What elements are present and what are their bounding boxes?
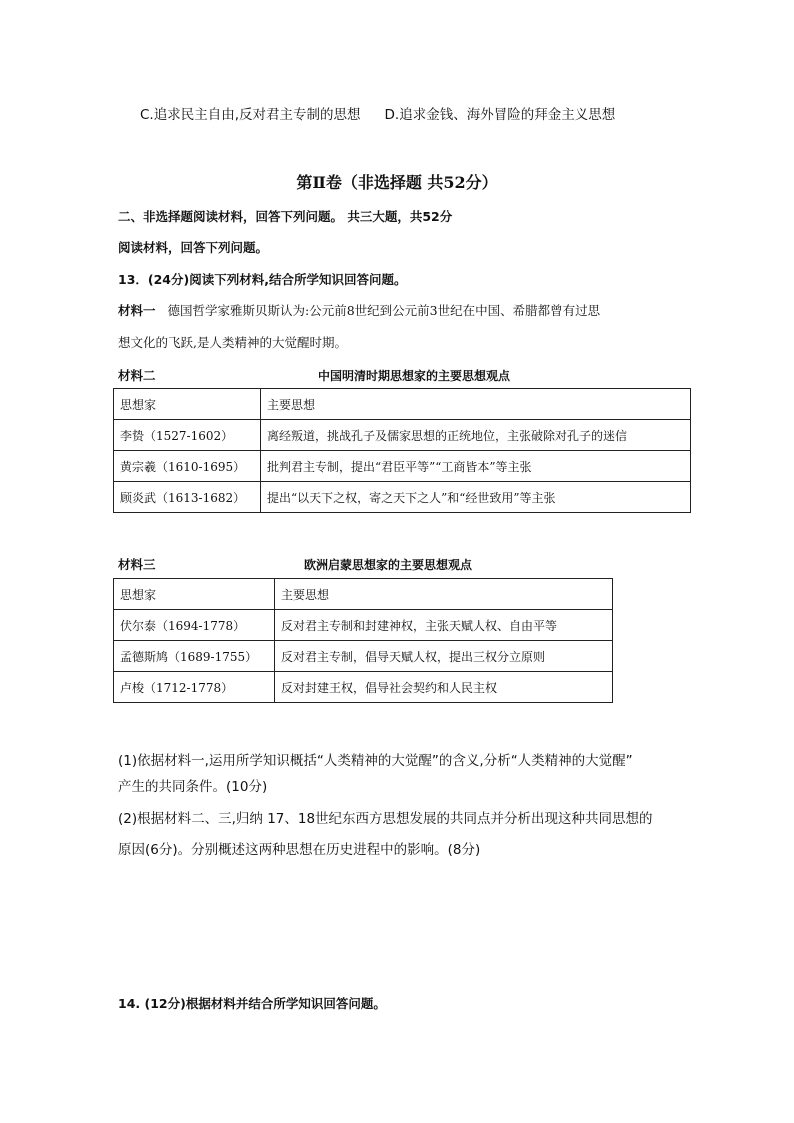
material-2-label: 材料二 [118,368,156,383]
option-d: D.追求金钱、海外冒险的拜金主义思想 [384,107,616,123]
question-14-stem: 14. (12分)根据材料并结合所学知识回答问题。 [118,996,386,1011]
table-header-cell: 主要思想 [275,579,613,610]
thinker-name: 卢梭（1712-1778） [114,672,275,703]
chinese-thinkers-table [113,388,691,513]
material-1-label: 材料一 [118,303,156,318]
table-header-row [114,389,691,420]
table-header-row [114,579,613,610]
thinker-idea: 离经叛道，挑战孔子及儒家思想的正统地位，主张破除对孔子的迷信 [261,420,691,451]
material-1-line-1: 德国哲学家雅斯贝斯认为:公元前8世纪到公元前3世纪在中国、希腊都曾有过思 [167,303,601,318]
sub-question-2-line-1: (2)根据材料二、三,归纳 17、18世纪东西方思想发展的共同点并分析出现这种共同思想的 [118,811,653,827]
answer-options [140,103,615,123]
part-title: 第Ⅱ卷（非选择题 共52分） [296,173,498,192]
sub-question-2-line-2: 原因(6分)。分别概述这两种思想在历史进程中的影响。(8分) [118,842,481,858]
material-1 [118,301,600,319]
material-3-title: 欧洲启蒙思想家的主要思想观点 [304,558,473,572]
thinker-idea: 批判君主专制，提出“君臣平等”“工商皆本”等主张 [261,451,691,482]
thinker-idea: 反对君主专制，倡导天赋人权，提出三权分立原则 [275,641,613,672]
thinker-name: 顾炎武（1613-1682） [114,482,261,513]
european-thinkers-table [113,578,613,703]
material-3-label: 材料三 [118,557,156,572]
thinker-idea: 提出“以天下之权，寄之天下之人”和“经世致用”等主张 [261,482,691,513]
sub-question-1-line-2: 产生的共同条件。(10分) [118,779,268,795]
thinker-idea: 反对封建王权，倡导社会契约和人民主权 [275,672,613,703]
table-row [114,420,691,451]
table-header-cell: 主要思想 [261,389,691,420]
sub-question-1-line-1: (1)依据材料一,运用所学知识概括“人类精神的大觉醒”的含义,分析“人类精神的大觉醒” [118,753,633,769]
option-c: C.追求民主自由,反对君主专制的思想 [140,107,361,123]
question-13-stem: 13．(24分)阅读下列材料,结合所学知识回答问题。 [118,272,407,287]
table-header-cell: 思想家 [114,579,275,610]
material-1-line-2: 想文化的飞跃,是人类精神的大觉醒时期。 [118,335,347,350]
thinker-name: 伏尔泰（1694-1778） [114,610,275,641]
thinker-name: 黄宗羲（1610-1695） [114,451,261,482]
table-row [114,482,691,513]
thinker-idea: 反对君主专制和封建神权，主张天赋人权、自由平等 [275,610,613,641]
table-row [114,451,691,482]
table-header-cell: 思想家 [114,389,261,420]
table-row [114,610,613,641]
thinker-name: 李贽（1527-1602） [114,420,261,451]
material-2-title: 中国明清时期思想家的主要思想观点 [318,369,511,383]
table-row [114,672,613,703]
thinker-name: 孟德斯鸠（1689-1755） [114,641,275,672]
table-row [114,641,613,672]
section-heading: 二、非选择题阅读材料，回答下列问题。 共三大题，共52分 [118,209,453,224]
section-instruction: 阅读材料，回答下列问题。 [118,240,269,255]
